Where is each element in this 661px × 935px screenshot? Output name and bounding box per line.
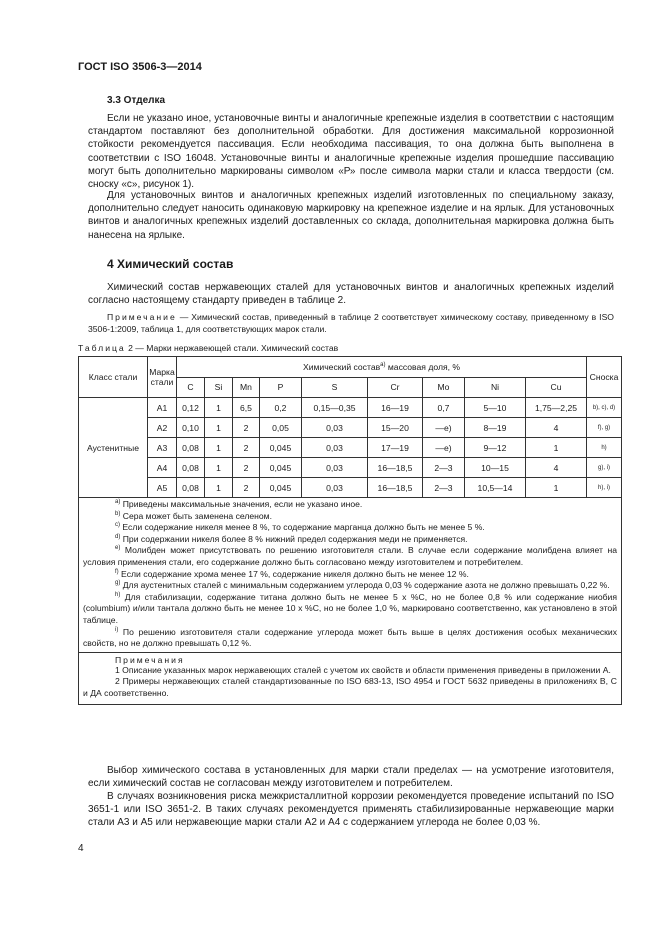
table-row bbox=[79, 398, 622, 418]
value-cell: 5—10 bbox=[465, 398, 526, 418]
table-note-2: 2 Примеры нержавеющих сталей стандартизованные по ISO 683-13, ISO 4954 и ГОСТ 5632 приведены в приложениях В, С и ДА соответственно. bbox=[83, 676, 618, 698]
value-cell: 2 bbox=[233, 458, 260, 478]
value-cell: 1 bbox=[205, 418, 233, 438]
table-caption-label: Таблица bbox=[78, 343, 126, 353]
value-cell: 0,15—0,35 bbox=[302, 398, 368, 418]
table-notes-title: Примечания bbox=[115, 654, 185, 665]
footnote-ref-cell: g), i) bbox=[587, 458, 622, 478]
header-element-mo: Mo bbox=[423, 377, 465, 398]
footnote-c: $^{c)}$ Если содержание никеля менее 8 %, то содержание марганца должно быть не менее 5 %. bbox=[115, 522, 485, 533]
footnote-ref-cell: h) bbox=[587, 438, 622, 458]
value-cell: 0,10 bbox=[177, 418, 205, 438]
composition-choice-paragraph: Выбор химического состава в установленных для марки стали пределах — на усмотрение изготовителя, если химический состав не согласован между изготовителем и потребителем. bbox=[88, 765, 614, 790]
table-notes bbox=[79, 652, 622, 704]
value-cell: 1,75—2,25 bbox=[526, 398, 587, 418]
value-cell: 10—15 bbox=[465, 458, 526, 478]
value-cell: 0,12 bbox=[177, 398, 205, 418]
header-element-s: S bbox=[302, 377, 368, 398]
value-cell: 2 bbox=[233, 418, 260, 438]
corrosion-test-paragraph: В случаях возникновения риска межкристаллитной коррозии рекомендуется проведение испытаний по ISO 3651-1 или ISO 3651-2. В таких случаях рекомендуется применять стабилизированные нержавеющие марки стали А3 и А5 или нержавеющие марки стали А2 и А4 с содержанием углерода не более 0,03 %. bbox=[88, 791, 614, 829]
footnote-ref-cell: b), c), d) bbox=[587, 398, 622, 418]
footnote-f: $^{f)}$ Если содержание хрома менее 17 %, содержание никеля должно быть не менее 12 %. bbox=[115, 568, 469, 579]
header-composition: Химический состав$^{а)}$ массовая доля, % bbox=[177, 357, 587, 378]
grade-cell: A3 bbox=[148, 438, 177, 458]
header-element-ni: Ni bbox=[465, 377, 526, 398]
footnote-g: $^{g)}$ Для аустенитных сталей с минимальным содержанием углерода 0,03 % содержание азота не должно превышать 0,22 %. bbox=[115, 580, 610, 591]
value-cell: 16—18,5 bbox=[368, 478, 423, 498]
value-cell: 1 bbox=[205, 438, 233, 458]
value-cell: 0,08 bbox=[177, 438, 205, 458]
header-footnote: Сноска bbox=[587, 357, 622, 398]
value-cell: —e) bbox=[423, 418, 465, 438]
footnote-e: $^{e)}$ Молибден может присутствовать по решению изготовителя стали. В случае если содержание молибдена влияет на условия применения стали, его содержание должно быть согласовано между изготовителем и потребителем. bbox=[83, 545, 618, 567]
value-cell: 1 bbox=[205, 478, 233, 498]
header-steel-class: Класс стали bbox=[79, 357, 148, 398]
table-row bbox=[79, 418, 622, 438]
value-cell: 0,08 bbox=[177, 458, 205, 478]
value-cell: 2 bbox=[233, 438, 260, 458]
value-cell: 0,03 bbox=[302, 438, 368, 458]
value-cell: 0,05 bbox=[260, 418, 302, 438]
value-cell: 0,03 bbox=[302, 418, 368, 438]
table-note-1: 1 Описание указанных марок нержавеющих сталей с учетом их свойств и области применения приведены в приложении А. bbox=[115, 664, 611, 675]
value-cell: 1 bbox=[526, 438, 587, 458]
header-element-c: C bbox=[177, 377, 205, 398]
document-code-header: ГОСТ ISO 3506-3—2014 bbox=[78, 61, 202, 73]
value-cell: 6,5 bbox=[233, 398, 260, 418]
value-cell: 0,045 bbox=[260, 438, 302, 458]
footnote-i: $^{i)}$ По решению изготовителя стали содержание углерода может быть выше в целях достижения особых механических свойств, но не должно превышать 0,12 %. bbox=[83, 626, 618, 649]
value-cell: 9—12 bbox=[465, 438, 526, 458]
note-text: — Химический состав, приведенный в таблице 2 соответствует химическому составу, приведенному в ISO 3506-1:2009, таблица 1, для соответствующих марок стали. bbox=[88, 312, 614, 334]
footnote-d: $^{d)}$ При содержании никеля более 8 % нижний предел содержания меди не применяется. bbox=[115, 533, 468, 544]
value-cell: 0,7 bbox=[423, 398, 465, 418]
grade-cell: A2 bbox=[148, 418, 177, 438]
value-cell: —e) bbox=[423, 438, 465, 458]
table-footnotes bbox=[79, 498, 622, 653]
value-cell: 0,03 bbox=[302, 478, 368, 498]
footnote-a: $^{а)}$ Приведены максимальные значения, если не указано иное. bbox=[115, 499, 363, 509]
grade-cell: A1 bbox=[148, 398, 177, 418]
header-element-si: Si bbox=[205, 377, 233, 398]
value-cell: 0,08 bbox=[177, 478, 205, 498]
section-4-note bbox=[88, 312, 614, 335]
header-element-mn: Mn bbox=[233, 377, 260, 398]
header-element-cu: Cu bbox=[526, 377, 587, 398]
table-row bbox=[79, 458, 622, 478]
table-caption-text: 2 — Марки нержавеющей стали. Химический состав bbox=[125, 343, 339, 353]
value-cell: 10,5—14 bbox=[465, 478, 526, 498]
steel-class-cell: Аустенитные bbox=[79, 398, 148, 498]
value-cell: 0,045 bbox=[260, 458, 302, 478]
value-cell: 2—3 bbox=[423, 478, 465, 498]
value-cell: 2—3 bbox=[423, 458, 465, 478]
grade-cell: A5 bbox=[148, 478, 177, 498]
value-cell: 8—19 bbox=[465, 418, 526, 438]
value-cell: 4 bbox=[526, 458, 587, 478]
header-steel-grade: Марка стали bbox=[148, 357, 177, 398]
header-element-cr: Cr bbox=[368, 377, 423, 398]
note-label: Примечание bbox=[107, 312, 177, 322]
value-cell: 0,045 bbox=[260, 478, 302, 498]
value-cell: 15—20 bbox=[368, 418, 423, 438]
chemical-composition-table bbox=[78, 356, 622, 705]
table-row bbox=[79, 478, 622, 498]
section-3-3-heading: 3.3 Отделка bbox=[107, 95, 166, 106]
header-element-p: P bbox=[260, 377, 302, 398]
value-cell: 0,03 bbox=[302, 458, 368, 478]
finish-paragraph-1: Если не указано иное, установочные винты и аналогичные крепежные изделия в соответствии с настоящим стандартом поставляют без дополнительной обработки. Для достижения максимальной коррозионной стойкости рекомендуется пассивация. Если необходима пассивация, то она должна быть выполнена в соответствии с ISO 16048. Установочные винты и аналогичные крепежные изделия прошедшие пассивацию могут быть дополнительно маркированы символом «Р» после символа марки стали и класса твердости (см. сноску «с», рисунок 1). bbox=[88, 113, 614, 191]
chemical-composition-paragraph: Химический состав нержавеющих сталей для установочных винтов и аналогичных крепежных изделий согласно настоящему стандарту приведен в таблице 2. bbox=[88, 282, 614, 307]
table-row bbox=[79, 438, 622, 458]
page-number: 4 bbox=[78, 843, 84, 854]
value-cell: 1 bbox=[205, 458, 233, 478]
grade-cell: A4 bbox=[148, 458, 177, 478]
footnote-ref-cell: f), g) bbox=[587, 418, 622, 438]
value-cell: 16—19 bbox=[368, 398, 423, 418]
footnote-h: $^{h)}$ Для стабилизации, содержание титана должно быть не менее 5 х %С, но не более 0,8 % или содержание ниобия (columbium) и/или тантала должно быть не менее 10 х %С, но не более 1,0 %, маркировано соответственно, как установлено в этой таблице. bbox=[83, 591, 618, 625]
finish-paragraph-2: Для установочных винтов и аналогичных крепежных изделий изготовленных по специальному заказу, дополнительно следует наносить одинаковую маркировку на крепежное изделие и на ярлык. Для установочных винтов и аналогичных крепежных изделий доставленных со склада, дополнительная маркировка должна быть нанесена на ярлыке. bbox=[88, 190, 614, 241]
value-cell: 1 bbox=[205, 398, 233, 418]
footnote-ref-cell: h), i) bbox=[587, 478, 622, 498]
value-cell: 1 bbox=[526, 478, 587, 498]
value-cell: 16—18,5 bbox=[368, 458, 423, 478]
section-4-heading: 4 Химический состав bbox=[107, 257, 234, 271]
table-caption bbox=[78, 343, 338, 353]
value-cell: 17—19 bbox=[368, 438, 423, 458]
value-cell: 0,2 bbox=[260, 398, 302, 418]
value-cell: 2 bbox=[233, 478, 260, 498]
value-cell: 4 bbox=[526, 418, 587, 438]
footnote-b: $^{b)}$ Сера может быть заменена селеном. bbox=[115, 510, 272, 521]
